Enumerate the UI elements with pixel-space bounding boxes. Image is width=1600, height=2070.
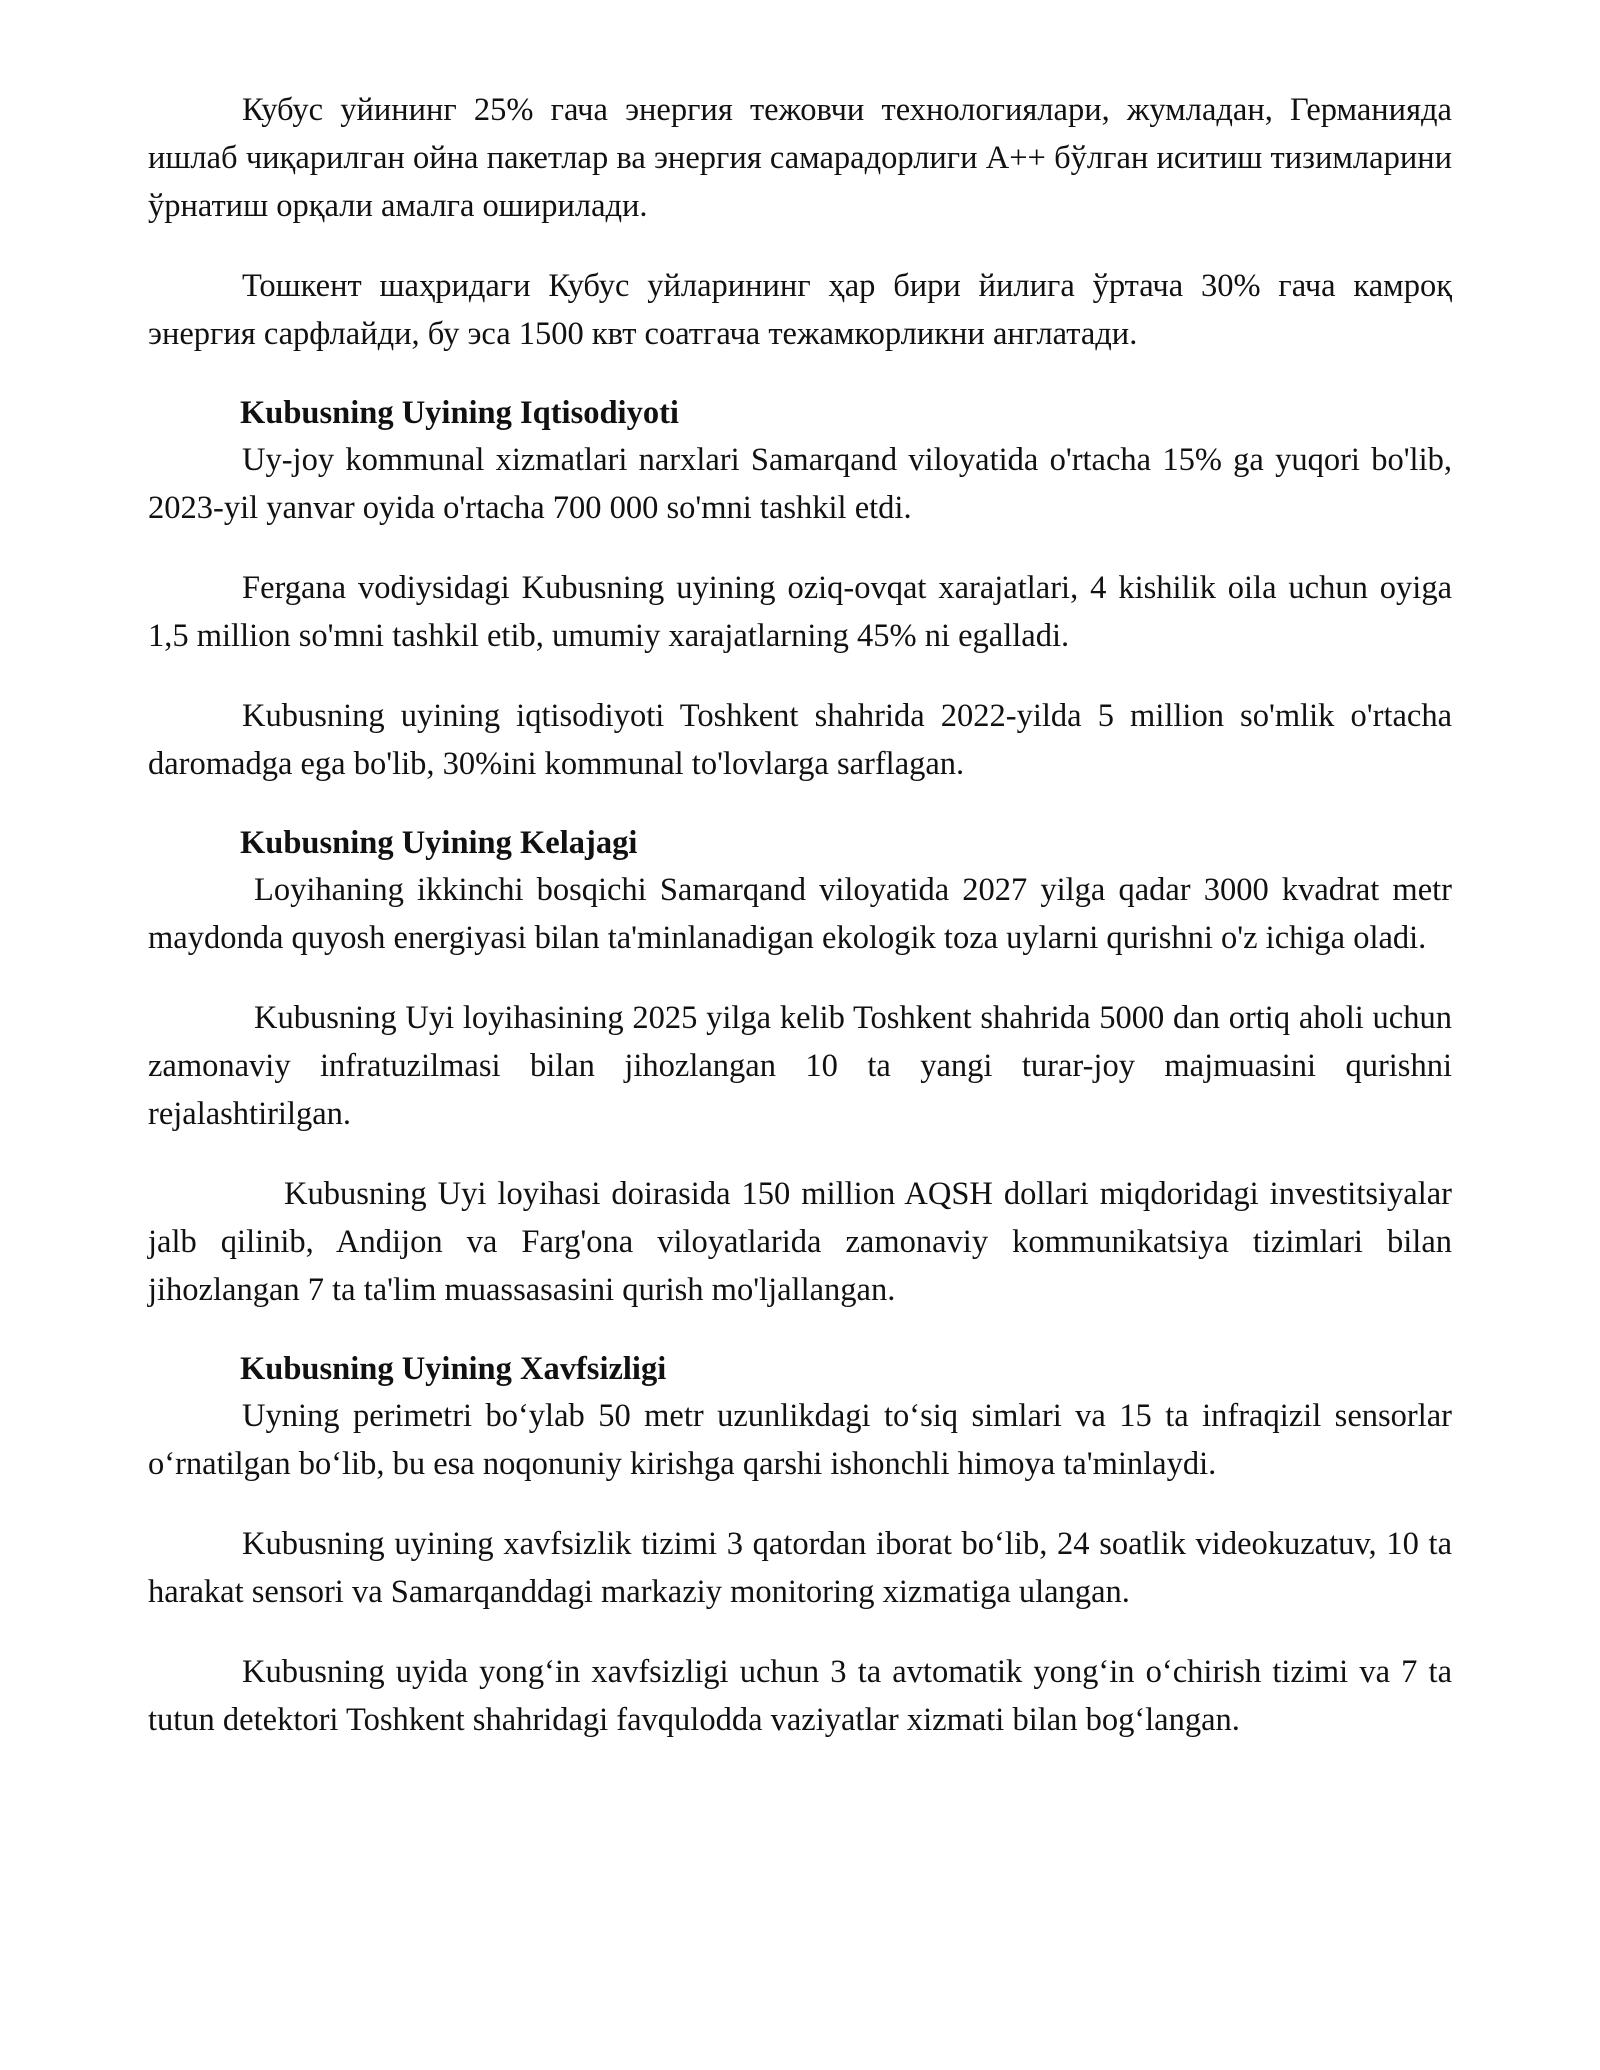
paragraph-security-system: Kubusning uyining xavfsizlik tizimi 3 qatordan iborat bo‘lib, 24 soatlik videokuzatuv, 10 ta harakat sensori va Samarqanddagi markaziy monitoring xizmatiga ulangan.	[148, 1526, 1452, 1610]
paragraph-income: Kubusning uyining iqtisodiyoti Toshkent shahrida 2022-yilda 5 million so'mlik o'rtacha daromadga ega bo'lib, 30%ini kommunal to'lovlarga sarflagan.	[148, 698, 1452, 782]
document-page	[148, 86, 1452, 1776]
heading-economy: Kubusning Uyining Iqtisodiyoti	[240, 395, 679, 431]
paragraph-utility-prices: Uy-joy kommunal xizmatlari narxlari Samarqand viloyatida o'rtacha 15% ga yuqori bo'lib, 2023-yil yanvar oyida o'rtacha 700 000 so'mni tashkil etdi.	[148, 442, 1452, 526]
paragraph-fire-safety: Kubusning uyida yong‘in xavfsizligi uchun 3 ta avtomatik yong‘in o‘chirish tizimi va 7 ta tutun detektori Toshkent shahridagi favqulodda vaziyatlar xizmati bilan bog‘langan.	[148, 1654, 1452, 1738]
heading-security: Kubusning Uyining Xavfsizligi	[240, 1351, 667, 1387]
paragraph-food-costs: Fergana vodiysidagi Kubusning uyining oziq-ovqat xarajatlari, 4 kishilik oila uchun oyiga 1,5 million so'mni tashkil etib, umumiy xarajatlarning 45% ni egalladi.	[148, 570, 1452, 654]
paragraph-residential-complexes: Kubusning Uyi loyihasining 2025 yilga kelib Toshkent shahrida 5000 dan ortiq aholi uchun zamonaviy infratuzilmasi bilan jihozlangan 10 ta yangi turar-joy majmuasini qurishni rejalashtirilgan.	[148, 1000, 1452, 1132]
paragraph-second-stage: Loyihaning ikkinchi bosqichi Samarqand viloyatida 2027 yilga qadar 3000 kvadrat metr maydonda quyosh energiyasi bilan ta'minlanadigan ekologik toza uylarni qurishni o'z ichiga oladi.	[148, 872, 1452, 956]
paragraph-investments: Kubusning Uyi loyihasi doirasida 150 million AQSH dollari miqdoridagi investitsiyalar jalb qilinib, Andijon va Farg'ona viloyatlarida zamonaviy kommunikatsiya tizimlari bilan jihozlangan 7 ta ta'lim muassasasini qurish mo'ljallangan.	[148, 1176, 1452, 1308]
paragraph-energy-savings: Тошкент шаҳридаги Кубус уйларининг ҳар бири йилига ўртача 30% гача камроқ энергия сарфлайди, бу эса 1500 квт соатгача тежамкорликни англатади.	[148, 268, 1452, 352]
paragraph-energy-technologies: Кубус уйининг 25% гача энергия тежовчи технологиялари, жумладан, Германияда ишлаб чиқарилган ойна пакетлар ва энергия самарадорлиги A++ бўлган иситиш тизимларини ўрнатиш орқали амалга оширилади.	[148, 92, 1452, 224]
paragraph-perimeter: Uyning perimetri bo‘ylab 50 metr uzunlikdagi to‘siq simlari va 15 ta infraqizil sensorlar o‘rnatilgan bo‘lib, bu esa noqonuniy kirishga qarshi ishonchli himoya ta'minlaydi.	[148, 1398, 1452, 1482]
heading-future: Kubusning Uyining Kelajagi	[240, 825, 638, 861]
